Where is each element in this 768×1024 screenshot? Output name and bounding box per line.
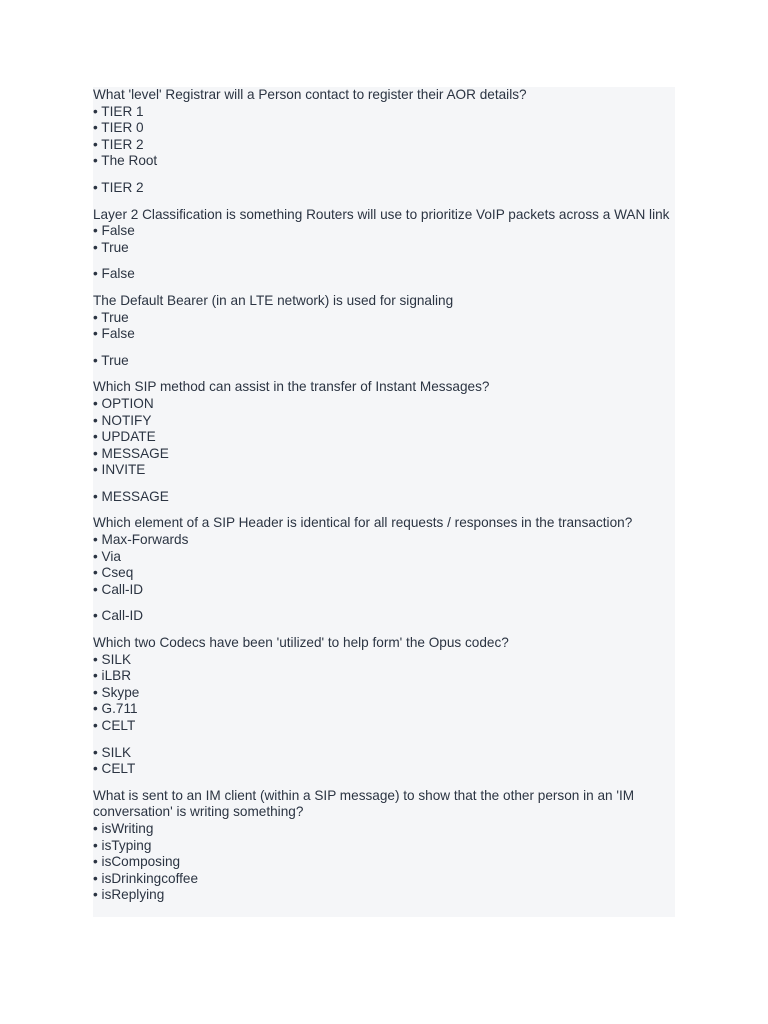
question-block [93, 207, 675, 283]
answer-block [93, 608, 675, 625]
answer-item: • Call-ID [93, 608, 675, 625]
option-item: • INVITE [93, 462, 675, 479]
question-block [93, 515, 675, 625]
answer-block [93, 180, 675, 197]
option-item: • Call-ID [93, 582, 675, 599]
option-item: • G.711 [93, 701, 675, 718]
option-item: • TIER 1 [93, 104, 675, 121]
option-item: • Max-Forwards [93, 532, 675, 549]
option-item: • UPDATE [93, 429, 675, 446]
question-block [93, 293, 675, 369]
question-block [93, 379, 675, 505]
question-text: Which two Codecs have been 'utilized' to help form' the Opus codec? [93, 635, 509, 651]
option-item: • isComposing [93, 854, 675, 871]
option-item: • Cseq [93, 565, 675, 582]
option-item: • True [93, 310, 675, 327]
option-item: • iLBR [93, 668, 675, 685]
answer-block [93, 489, 675, 506]
option-item: • False [93, 223, 675, 240]
answer-block [93, 353, 675, 370]
answer-item: • False [93, 266, 675, 283]
question-text: The Default Bearer (in an LTE network) is used for signaling [93, 292, 454, 308]
answer-item: • True [93, 353, 675, 370]
answer-item: • TIER 2 [93, 180, 675, 197]
option-item: • TIER 2 [93, 137, 675, 154]
answer-block [93, 266, 675, 283]
option-item: • isTyping [93, 838, 675, 855]
question-text: What 'level' Registrar will a Person contact to register their AOR details? [93, 87, 527, 102]
question-text: Layer 2 Classification is something Routers will use to prioritize VoIP packets across a WAN link [93, 206, 670, 222]
option-item: • Via [93, 549, 675, 566]
question-text: Which SIP method can assist in the transfer of Instant Messages? [93, 379, 490, 395]
question-block [93, 635, 675, 778]
option-item: • Skype [93, 685, 675, 702]
option-item: • False [93, 326, 675, 343]
question-text: Which element of a SIP Header is identical for all requests / responses in the transaction? [93, 515, 633, 531]
option-item: • MESSAGE [93, 446, 675, 463]
quiz-document [93, 87, 675, 904]
answer-item: • SILK [93, 745, 675, 762]
option-item: • TIER 0 [93, 120, 675, 137]
question-block [93, 788, 675, 904]
option-item: • The Root [93, 153, 675, 170]
option-item: • isDrinkingcoffee [93, 871, 675, 888]
answer-item: • MESSAGE [93, 489, 675, 506]
answer-item: • CELT [93, 761, 675, 778]
question-text: What is sent to an IM client (within a SIP message) to show that the other person in an 'IM conversation' is writing something? [93, 787, 635, 820]
option-item: • CELT [93, 718, 675, 735]
option-item: • True [93, 240, 675, 257]
option-item: • isReplying [93, 887, 675, 904]
answer-block [93, 745, 675, 778]
question-block [93, 87, 675, 197]
option-item: • SILK [93, 652, 675, 669]
option-item: • NOTIFY [93, 413, 675, 430]
option-item: • OPTION [93, 396, 675, 413]
option-item: • isWriting [93, 821, 675, 838]
